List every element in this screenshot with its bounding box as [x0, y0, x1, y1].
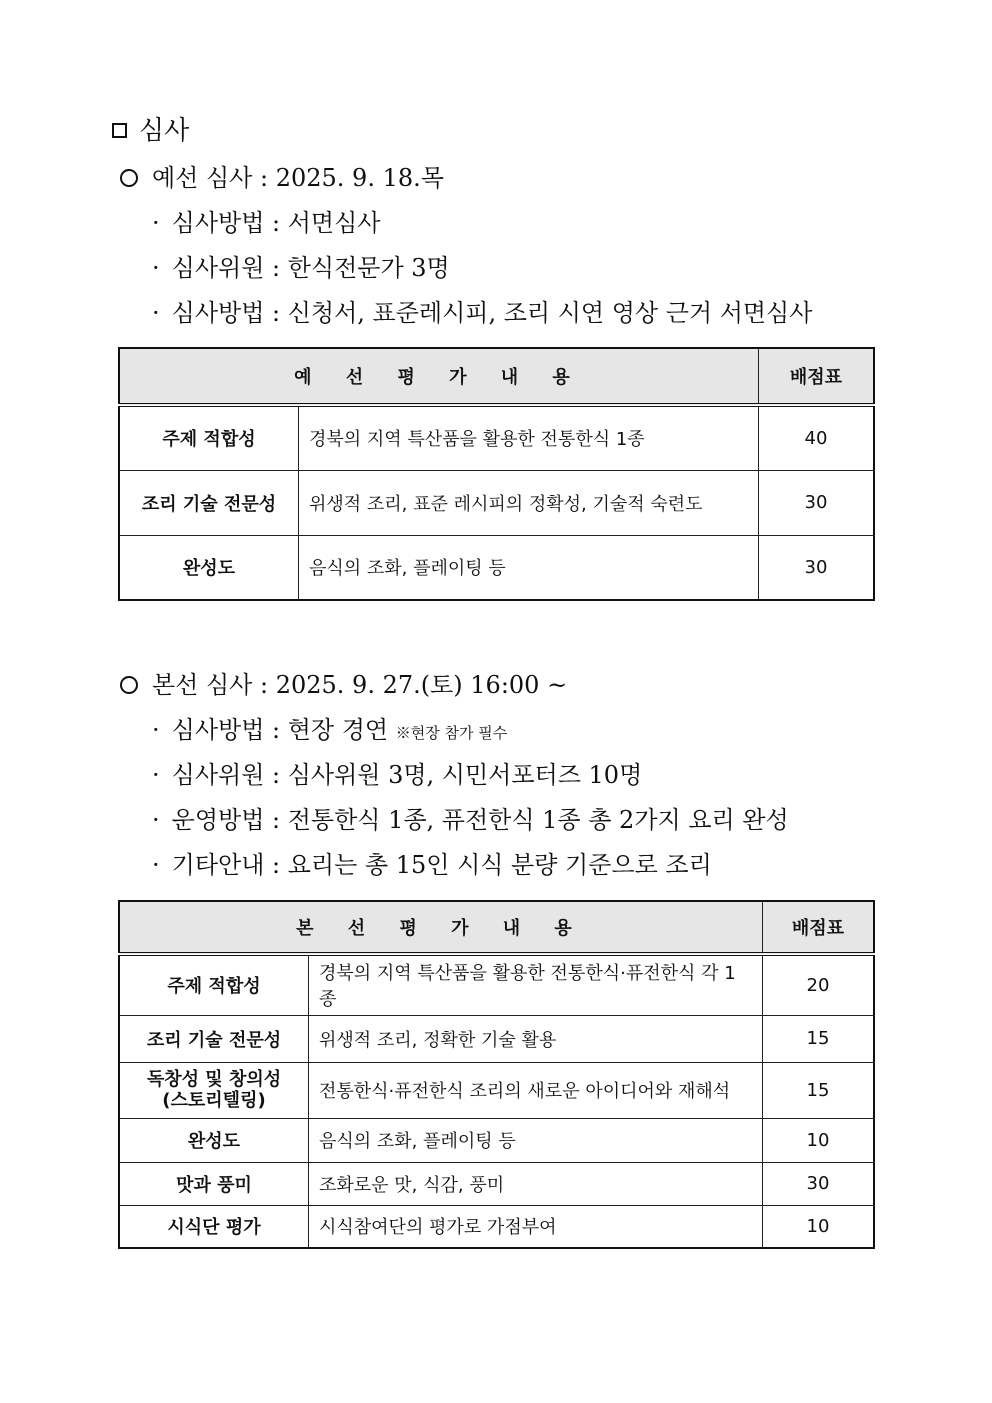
dot-bullet-icon: ·: [152, 806, 160, 834]
dot-bullet-icon: ·: [152, 716, 160, 744]
criteria-desc: 위생적 조리, 표준 레시피의 정확성, 기술적 숙련도: [299, 470, 759, 535]
dot-bullet-icon: ·: [152, 299, 160, 327]
prelim-item: · 심사방법 : 신청서, 표준레시피, 조리 시연 영상 근거 서면심사: [152, 299, 813, 327]
criteria-label: 조리 기술 전문성: [119, 1015, 309, 1062]
criteria-label: 주제 적합성: [119, 954, 309, 1015]
criteria-label: 완성도: [119, 535, 299, 600]
final-item: · 심사위원 : 심사위원 3명, 시민서포터즈 10명: [152, 761, 643, 789]
table-row: [119, 470, 874, 535]
prelim-score-table: [118, 347, 875, 601]
criteria-desc: 전통한식·퓨전한식 조리의 새로운 아이디어와 재해석: [309, 1062, 763, 1118]
circle-bullet-icon: [120, 676, 138, 694]
criteria-score: 30: [759, 470, 875, 535]
square-bullet-icon: [112, 123, 127, 138]
final-item: · 심사방법 : 현장 경연 ※현장 참가 필수: [152, 716, 508, 744]
criteria-score: 40: [759, 405, 875, 470]
prelim-item: · 심사위원 : 한식전문가 3명: [152, 254, 450, 282]
criteria-desc: 조화로운 맛, 식감, 풍미: [309, 1162, 763, 1205]
criteria-score: 15: [763, 1015, 875, 1062]
criteria-score: 30: [763, 1162, 875, 1205]
criteria-desc: 위생적 조리, 정확한 기술 활용: [309, 1015, 763, 1062]
table-row: [119, 1062, 874, 1118]
criteria-score: 20: [763, 954, 875, 1015]
prelim-item: · 심사방법 : 서면심사: [152, 209, 381, 237]
table-header-score: 배점표: [759, 348, 875, 405]
prelim-title: 예선 심사 : 2025. 9. 18.목: [120, 163, 444, 193]
criteria-desc: 경북의 지역 특산품을 활용한 전통한식·퓨전한식 각 1종: [309, 954, 763, 1015]
criteria-score: 30: [759, 535, 875, 600]
criteria-label: 독창성 및 창의성 (스토리텔링): [119, 1062, 309, 1118]
table-header-content: 예 선 평 가 내 용: [119, 348, 759, 405]
table-row: [119, 1118, 874, 1162]
criteria-desc: 음식의 조화, 플레이팅 등: [309, 1118, 763, 1162]
final-item: · 운영방법 : 전통한식 1종, 퓨전한식 1종 총 2가지 요리 완성: [152, 806, 789, 834]
criteria-score: 10: [763, 1205, 875, 1248]
criteria-desc: 음식의 조화, 플레이팅 등: [299, 535, 759, 600]
criteria-label: 맛과 풍미: [119, 1162, 309, 1205]
criteria-desc: 시식참여단의 평가로 가점부여: [309, 1205, 763, 1248]
criteria-label: 주제 적합성: [119, 405, 299, 470]
criteria-desc: 경북의 지역 특산품을 활용한 전통한식 1종: [299, 405, 759, 470]
dot-bullet-icon: ·: [152, 209, 160, 237]
table-row: [119, 1015, 874, 1062]
circle-bullet-icon: [120, 169, 138, 187]
criteria-score: 10: [763, 1118, 875, 1162]
note-text: ※현장 참가 필수: [395, 724, 508, 742]
table-row: [119, 535, 874, 600]
criteria-score: 15: [763, 1062, 875, 1118]
criteria-label: 조리 기술 전문성: [119, 470, 299, 535]
table-header-score: 배점표: [763, 901, 875, 954]
dot-bullet-icon: ·: [152, 761, 160, 789]
final-item: · 기타안내 : 요리는 총 15인 시식 분량 기준으로 조리: [152, 851, 712, 879]
section-heading: 심사: [112, 116, 189, 146]
table-header-content: 본 선 평 가 내 용: [119, 901, 763, 954]
table-row: [119, 405, 874, 470]
dot-bullet-icon: ·: [152, 254, 160, 282]
table-row: [119, 1205, 874, 1248]
dot-bullet-icon: ·: [152, 851, 160, 879]
criteria-label: 완성도: [119, 1118, 309, 1162]
criteria-label: 시식단 평가: [119, 1205, 309, 1248]
final-score-table: [118, 900, 875, 1249]
table-row: [119, 1162, 874, 1205]
table-row: [119, 954, 874, 1015]
final-title: 본선 심사 : 2025. 9. 27.(토) 16:00 ~: [120, 670, 567, 700]
